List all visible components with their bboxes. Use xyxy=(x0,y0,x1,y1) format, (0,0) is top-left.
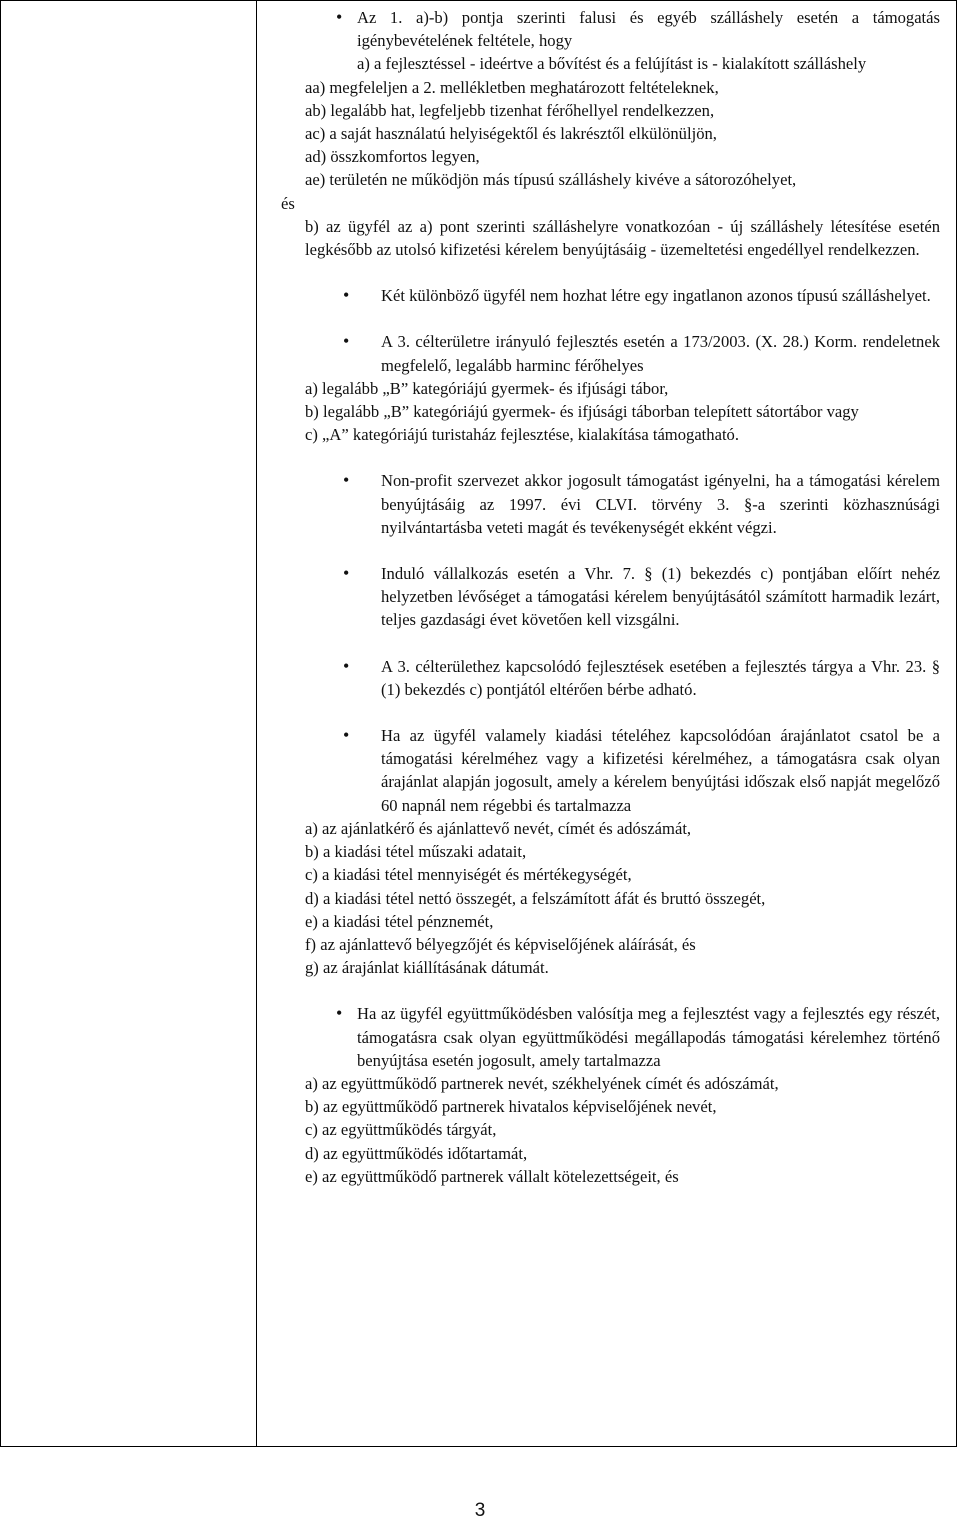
text-line: c) az együttműködés tárgyát, xyxy=(305,1120,497,1140)
text-line: b) a kiadási tétel műszaki adatait, xyxy=(305,842,527,862)
text-line: • Az 1. a)-b) pontja szerinti falusi és egyéb szálláshely esetén a támogatás igénybevételének feltétele, hogy xyxy=(281,6,940,52)
text-line: ad) összkomfortos legyen, xyxy=(305,147,480,167)
bullet-block-3 xyxy=(281,330,940,446)
text-line: és xyxy=(281,193,295,213)
text-line: b) az ügyfél az a) pont szerinti szálláshelyre vonatkozóan - új szálláshely létesítése esetén legkésőbb az utolsó kifizetési kérelem benyújtásáig - üzemeltetési engedéllyel rendelkezzen. xyxy=(305,216,940,260)
text-line: c) a kiadási tétel mennyiségét és mértékegységét, xyxy=(305,865,632,885)
bullet-block-8 xyxy=(281,1002,940,1188)
bullet-block-1 xyxy=(281,6,940,261)
text-line: e) az együttműködő partnerek vállalt kötelezettségeit, és xyxy=(305,1166,679,1186)
right-column xyxy=(257,1,956,1446)
text-line: g) az árajánlat kiállításának dátumát. xyxy=(305,958,549,978)
text-line: b) az együttműködő partnerek hivatalos képviselőjének nevét, xyxy=(305,1097,717,1117)
text-line: ab) legalább hat, legfeljebb tizenhat férőhellyel rendelkezzen, xyxy=(305,100,715,120)
page-number: 3 xyxy=(474,1500,486,1521)
text-line: f) az ajánlattevő bélyegzőjét és képviselőjének aláírását, és xyxy=(305,934,696,954)
text-line: a) legalább „B” kategóriájú gyermek- és ifjúsági tábor, xyxy=(305,378,669,398)
text-line: ae) területén ne működjön más típusú szálláshely kivéve a sátorozóhelyet, xyxy=(305,170,797,190)
bullet-block-7 xyxy=(281,724,940,979)
bullet-paragraph: • Induló vállalkozás esetén a Vhr. 7. § (1) bekezdés c) pontjában előírt nehéz helyzetben lévőséget a támogatási kérelem benyújtásától számított harmadik lezárt, teljes gazdasági évet követően kell vizsgálni. xyxy=(281,562,940,632)
text-line: e) a kiadási tétel pénznemét, xyxy=(305,911,494,931)
text-line: a) a fejlesztéssel - ideértve a bővítést és a felújítást is - kialakított szálláshely xyxy=(357,54,867,74)
bullet-paragraph: • Non-profit szervezet akkor jogosult támogatást igényelni, ha a támogatási kérelem benyújtásáig az 1997. évi CLVI. törvény 3. §-a szerinti közhasznúsági nyilvántartásba veteti magát és tevékenységét ekként végzi. xyxy=(281,469,940,539)
bullet-paragraph: • Ha az ügyfél valamely kiadási tételéhez kapcsolódóan árajánlatot csatol be a támogatási kérelméhez vagy a kifizetési kérelméhez, a támogatásra csak olyan árajánlat alapján jogosult, amely a kérelem benyújtási időszak első napját megelőző 60 napnál nem régebbi és tartalmazza xyxy=(281,724,940,817)
text-line: aa) megfeleljen a 2. mellékletben meghatározott feltételeknek, xyxy=(305,77,719,97)
text-line: a) az ajánlatkérő és ajánlattevő nevét, címét és adószámát, xyxy=(305,818,692,838)
text-line: ac) a saját használatú helyiségektől és lakrésztől elkülönüljön, xyxy=(305,124,717,144)
text-line: a) az együttműködő partnerek nevét, székhelyének címét és adószámát, xyxy=(305,1073,779,1093)
text-line: c) „A” kategóriájú turistaház fejlesztése, kialakítása támogatható. xyxy=(305,425,740,445)
bullet-paragraph: • Ha az ügyfél együttműködésben valósítja meg a fejlesztést vagy a fejlesztés egy részét, támogatásra csak olyan együttműködési megállapodás támogatási kérelemhez történő benyújtása esetén jogosult, amely tartalmazza xyxy=(281,1002,940,1072)
bullet-paragraph: • A 3. célterülethez kapcsolódó fejlesztések esetében a fejlesztés tárgya a Vhr. 23. § (1) bekezdés c) pontjától eltérően bérbe adható. xyxy=(281,655,940,701)
text-line: b) legalább „B” kategóriájú gyermek- és ifjúsági táborban telepített sátortábor vagy xyxy=(305,402,859,422)
text-line: d) a kiadási tétel nettó összegét, a felszámított áfát és bruttó összegét, xyxy=(305,888,766,908)
left-column xyxy=(1,1,257,1446)
bullet-paragraph: • A 3. célterületre irányuló fejlesztés esetén a 173/2003. (X. 28.) Korm. rendeletnek megfelelő, legalább harminc férőhelyes xyxy=(281,330,940,376)
text-line: d) az együttműködés időtartamát, xyxy=(305,1143,528,1163)
bullet-paragraph: • Két különböző ügyfél nem hozhat létre egy ingatlanon azonos típusú szálláshelyet. xyxy=(281,284,940,307)
